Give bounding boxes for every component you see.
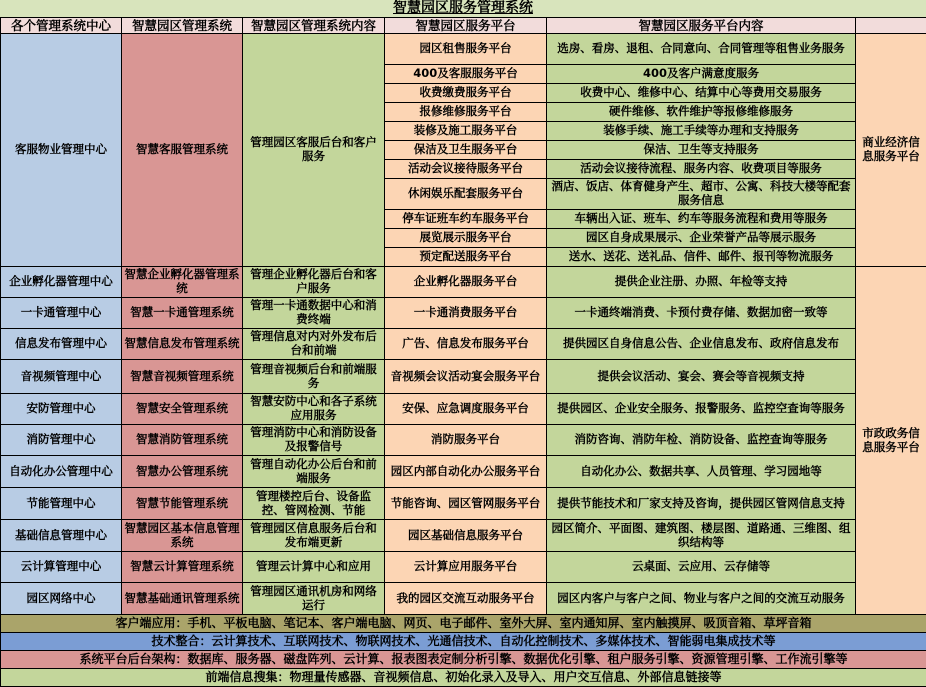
platform-content-cell: 活动会议接待流程、服务内容、收费项目等服务	[547, 160, 856, 179]
center-cell: 云计算管理中心	[1, 552, 122, 583]
platform-content-cell: 选房、看房、退租、合同意向、合同管理等租售业务服务	[547, 34, 856, 65]
system-cell: 智慧节能管理系统	[122, 488, 243, 520]
platform-content-cell: 园区自身成果展示、企业荣誉产品等展示服务	[547, 229, 856, 248]
center-cell-customer-service: 客服物业管理中心	[1, 34, 122, 267]
header-system-content-column: 智慧园区管理系统内容	[243, 18, 385, 34]
system-cell: 智慧云计算管理系统	[122, 552, 243, 583]
system-content-cell: 智慧安防中心和各子系统应用服务	[243, 394, 385, 425]
system-cell: 智慧消防管理系统	[122, 425, 243, 456]
system-content-cell: 管理楼控后台、设备监控、管网检测、节能	[243, 488, 385, 520]
platform-content-cell: 酒店、饭店、体育健身产生、超市、公寓、科技大楼等配套服务信息	[547, 179, 856, 210]
system-content-cell: 管理消防中心和消防设备及报警信号	[243, 425, 385, 456]
platform-cell: 报修维修服务平台	[385, 103, 547, 122]
system-cell: 智慧音视频管理系统	[122, 360, 243, 394]
header-empty-column	[856, 18, 926, 34]
platform-content-cell: 提供园区自身信息公告、企业信息发布、政府信息发布	[547, 329, 856, 360]
center-cell: 音视频管理中心	[1, 360, 122, 394]
platform-cell: 园区内部自动化办公服务平台	[385, 456, 547, 488]
system-content-cell-customer-service: 管理园区客服后台和客户服务	[243, 34, 385, 267]
platform-content-cell: 装修手续、施工手续等办理和支持服务	[547, 122, 856, 141]
platform-content-cell: 一卡通终端消费、卡预付费存储、数据加密一致等	[547, 298, 856, 329]
platform-cell: 装修及施工服务平台	[385, 122, 547, 141]
platform-cell: 园区租售服务平台	[385, 34, 547, 65]
platform-cell: 园区基础信息服务平台	[385, 520, 547, 552]
platform-content-cell: 园区内客户与客户之间、物业与客户之间的交流互动服务	[547, 583, 856, 615]
system-cell: 智慧一卡通管理系统	[122, 298, 243, 329]
system-cell-customer-service: 智慧客服管理系统	[122, 34, 243, 267]
center-cell: 节能管理中心	[1, 488, 122, 520]
center-cell: 园区网络中心	[1, 583, 122, 615]
system-content-cell: 管理音视频后台和前端服务	[243, 360, 385, 394]
system-content-cell: 管理云计算中心和应用	[243, 552, 385, 583]
platform-cell: 收费缴费服务平台	[385, 84, 547, 103]
footer-tech-integration: 技术整合：云计算技术、互联网技术、物联网技术、光通信技术、自动化控制技术、多媒体技术、智能弱电集成技术等	[1, 633, 926, 651]
footer-backend-architecture: 系统平台后台架构：数据库、服务器、磁盘阵列、云计算、报表图表定制分析引擎、数据优化引擎、租户服务引擎、资源管理引擎、工作流引擎等	[1, 651, 926, 669]
center-cell: 基础信息管理中心	[1, 520, 122, 552]
platform-cell: 我的园区交流互动服务平台	[385, 583, 547, 615]
center-cell: 企业孵化器管理中心	[1, 267, 122, 298]
service-group-municipal: 市政政务信息服务平台	[856, 267, 926, 615]
system-cell: 智慧园区基本信息管理系统	[122, 520, 243, 552]
system-content-cell: 管理园区信息服务后台和发布端更新	[243, 520, 385, 552]
system-content-cell: 管理企业孵化器后台和客户服务	[243, 267, 385, 298]
platform-content-cell: 提供会议活动、宴会、赛会等音视频支持	[547, 360, 856, 394]
platform-cell: 云计算应用服务平台	[385, 552, 547, 583]
platform-cell: 节能咨询、园区管网服务平台	[385, 488, 547, 520]
system-content-cell: 管理一卡通数据中心和消费终端	[243, 298, 385, 329]
platform-cell: 预定配送服务平台	[385, 248, 547, 267]
platform-cell: 音视频会议活动宴会服务平台	[385, 360, 547, 394]
platform-content-cell: 保洁、卫生等支持服务	[547, 141, 856, 160]
platform-content-cell: 云桌面、云应用、云存储等	[547, 552, 856, 583]
center-cell: 一卡通管理中心	[1, 298, 122, 329]
service-group-business: 商业经济信息服务平台	[856, 34, 926, 267]
platform-cell: 消防服务平台	[385, 425, 547, 456]
system-cell: 智慧信息发布管理系统	[122, 329, 243, 360]
system-content-cell: 管理信息对内对外发布后台和前端	[243, 329, 385, 360]
platform-cell: 停车证班车约车服务平台	[385, 210, 547, 229]
header-system-column: 智慧园区管理系统	[122, 18, 243, 34]
platform-content-cell: 硬件维修、软件维护等报修维修服务	[547, 103, 856, 122]
platform-cell: 安保、应急调度服务平台	[385, 394, 547, 425]
platform-cell: 企业孵化器服务平台	[385, 267, 547, 298]
system-cell: 智慧安全管理系统	[122, 394, 243, 425]
header-platform-content-column: 智慧园区服务平台内容	[547, 18, 856, 34]
platform-content-cell: 送水、送花、送礼品、信件、邮件、报刊等物流服务	[547, 248, 856, 267]
platform-content-cell: 车辆出入证、班车、约车等服务流程和费用等服务	[547, 210, 856, 229]
platform-cell: 保洁及卫生服务平台	[385, 141, 547, 160]
header-platform-column: 智慧园区服务平台	[385, 18, 547, 34]
center-cell: 自动化办公管理中心	[1, 456, 122, 488]
platform-cell: 活动会议接待服务平台	[385, 160, 547, 179]
platform-cell: 一卡通消费服务平台	[385, 298, 547, 329]
platform-content-cell: 提供园区、企业安全服务、报警服务、监控空查询等服务	[547, 394, 856, 425]
platform-cell: 展览展示服务平台	[385, 229, 547, 248]
footer-frontend-collection: 前端信息搜集：物理量传感器、音视频信息、初始化录入及导入、用户交互信息、外部信息链接等	[1, 669, 926, 687]
platform-content-cell: 收费中心、维修中心、结算中心等费用交易服务	[547, 84, 856, 103]
center-cell: 消防管理中心	[1, 425, 122, 456]
system-content-cell: 管理园区通讯机房和网络运行	[243, 583, 385, 615]
platform-cell: 休闲娱乐配套服务平台	[385, 179, 547, 210]
header-center-column: 各个管理系统中心	[1, 18, 122, 34]
platform-content-cell: 消防咨询、消防年检、消防设备、监控查询等服务	[547, 425, 856, 456]
platform-content-cell: 提供节能技术和厂家支持及咨询，提供园区管网信息支持	[547, 488, 856, 520]
platform-content-cell: 400及客户满意度服务	[547, 65, 856, 84]
system-content-cell: 管理自动化办公后台和前端服务	[243, 456, 385, 488]
page-title: 智慧园区服务管理系统	[393, 0, 533, 16]
center-cell: 安防管理中心	[1, 394, 122, 425]
footer-client-apps: 客户端应用：手机、平板电脑、笔记本、客户端电脑、网页、电子邮件、室外大屏、室内通知屏、室内触摸屏、吸顶音箱、草坪音箱	[1, 615, 926, 633]
platform-content-cell: 园区简介、平面图、建筑图、楼层图、道路通、三维图、组织结构等	[547, 520, 856, 552]
smart-park-service-table	[0, 17, 926, 687]
system-cell: 智慧办公管理系统	[122, 456, 243, 488]
platform-cell: 广告、信息发布服务平台	[385, 329, 547, 360]
platform-content-cell: 自动化办公、数据共享、人员管理、学习园地等	[547, 456, 856, 488]
system-cell: 智慧企业孵化器管理系统	[122, 267, 243, 298]
platform-cell: 400及客服服务平台	[385, 65, 547, 84]
platform-content-cell: 提供企业注册、办照、年检等支持	[547, 267, 856, 298]
system-cell: 智慧基础通讯管理系统	[122, 583, 243, 615]
center-cell: 信息发布管理中心	[1, 329, 122, 360]
